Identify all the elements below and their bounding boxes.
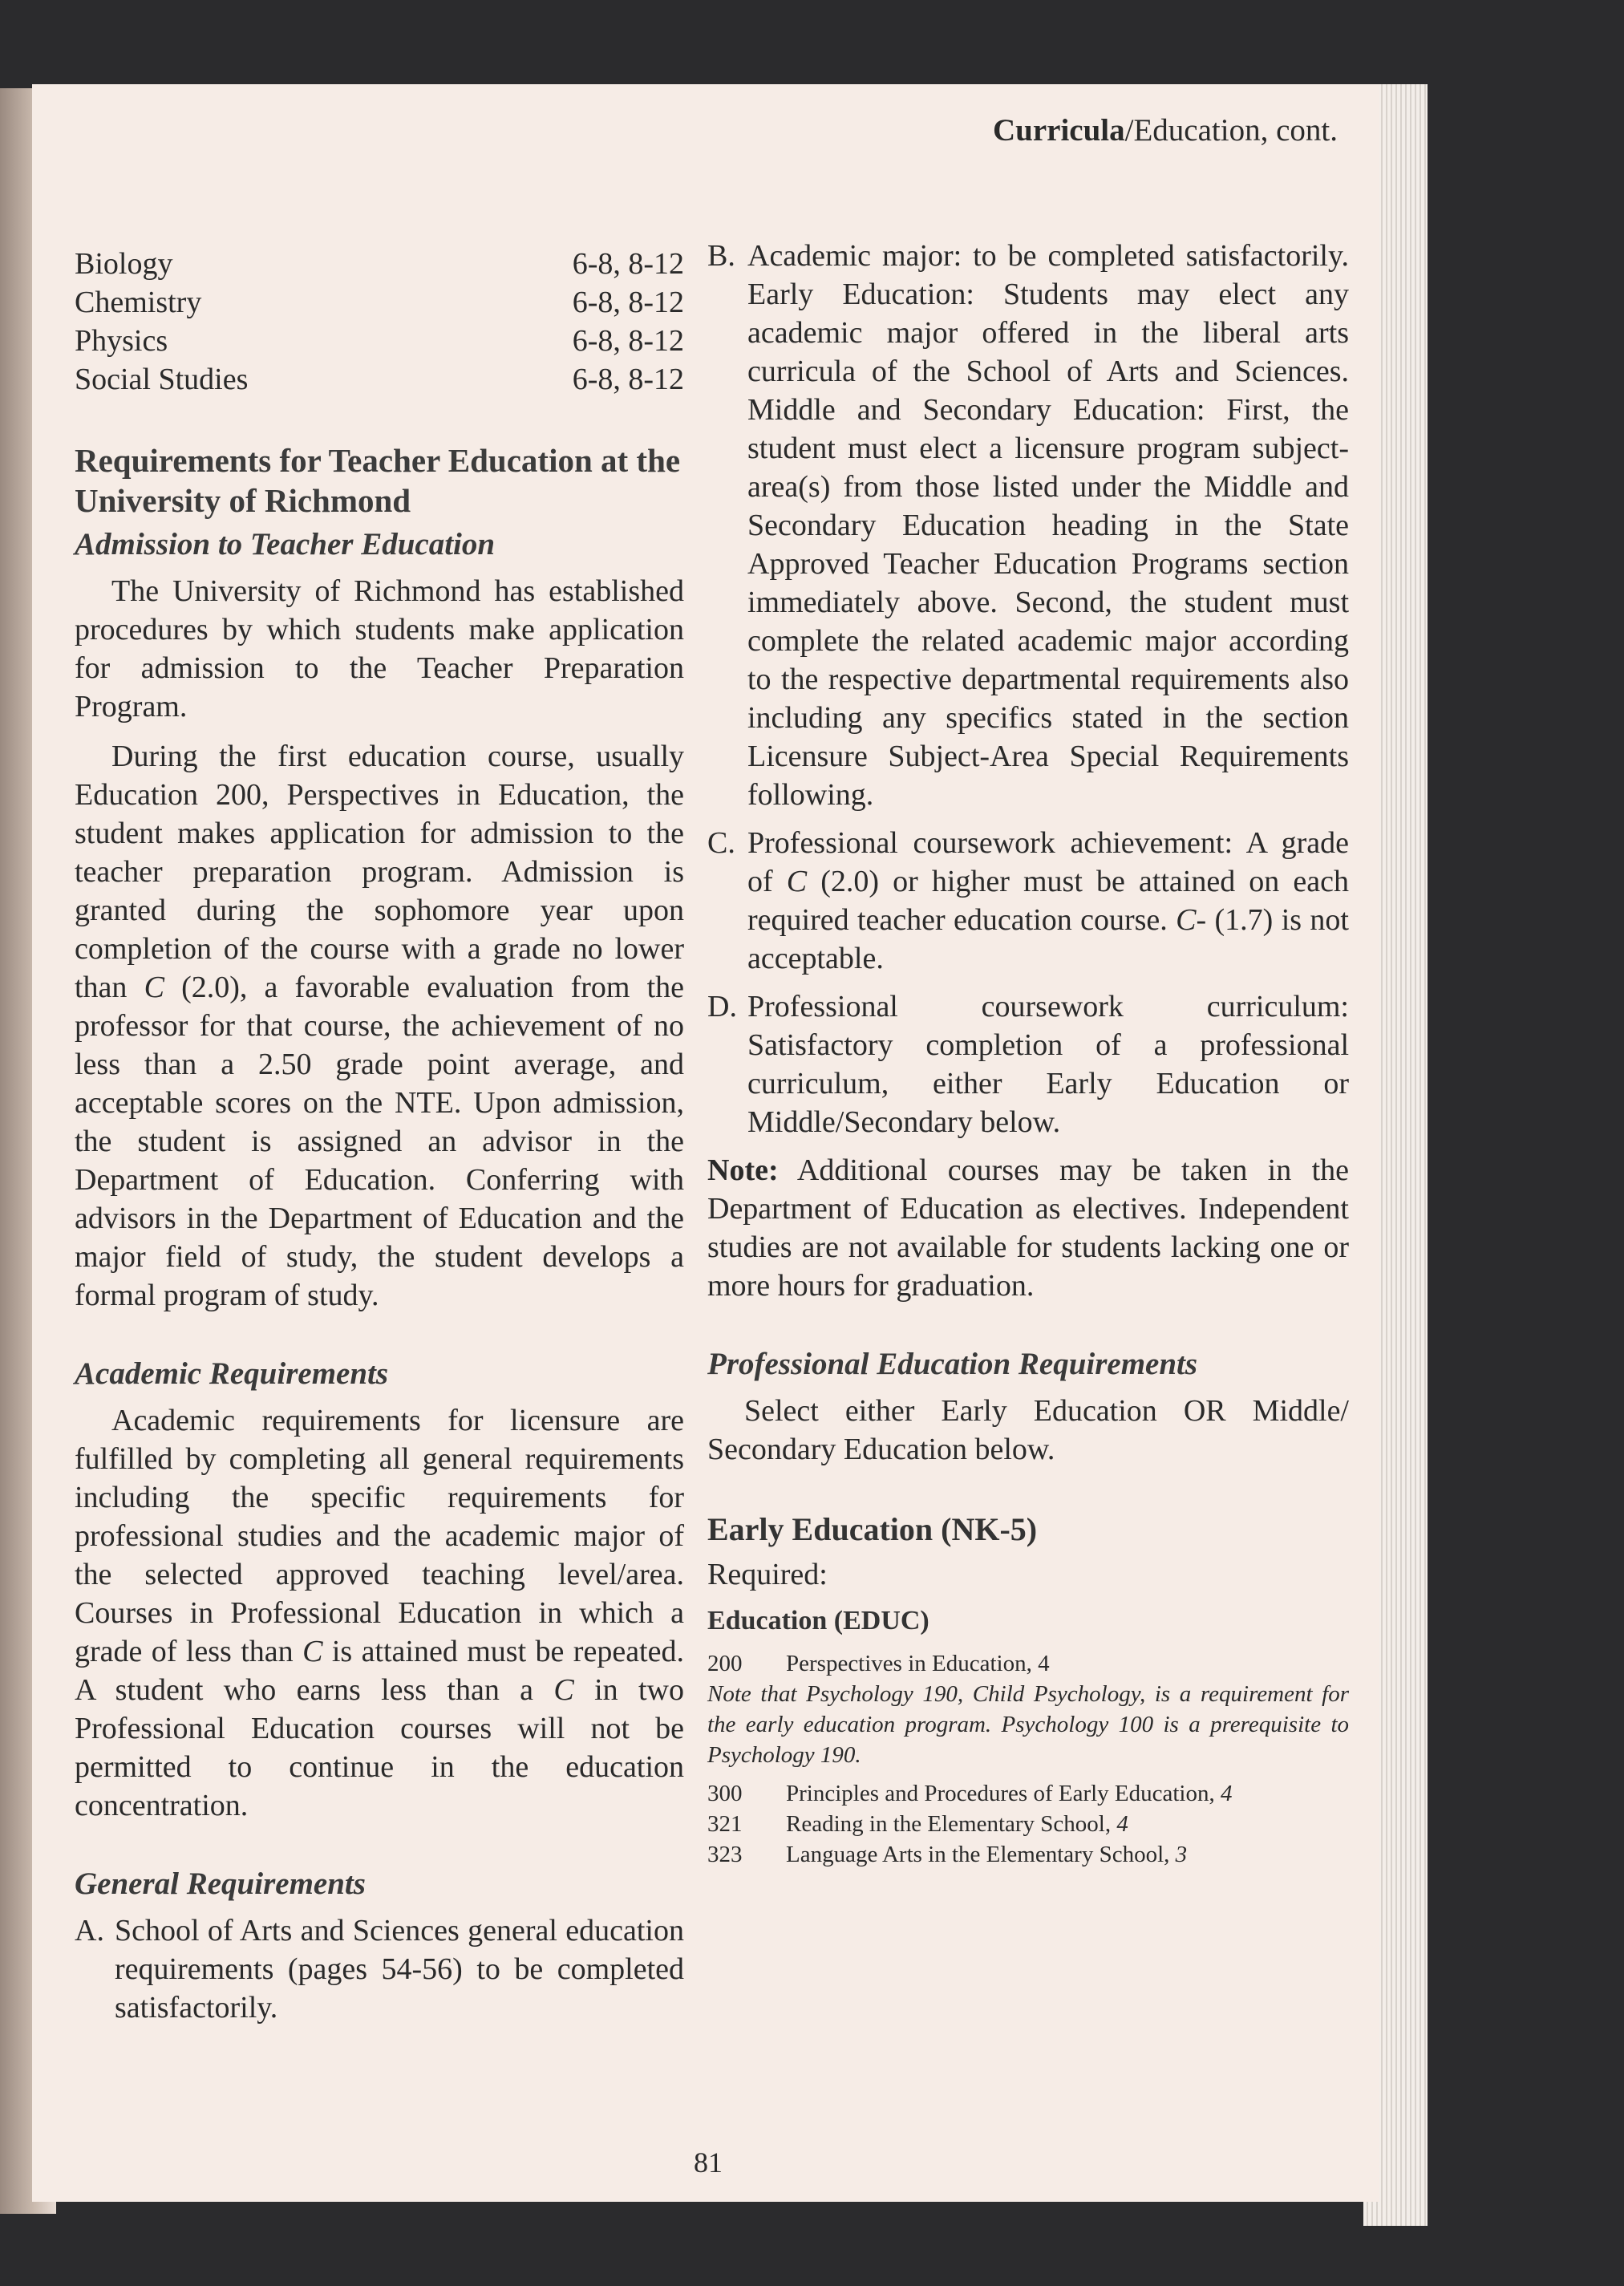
course-number: 200 (707, 1651, 743, 1676)
running-head-bold: Curricula (992, 113, 1125, 148)
requirement-a (75, 1911, 684, 2027)
list-text: Professional coursework curriculum: Satisfactory completion of a professional curriculum, either Early Education or Middle/Secondary below. (747, 990, 1349, 1139)
subject-levels: 6-8, 8-12 (572, 363, 684, 396)
subject-name: Chemistry (75, 286, 202, 319)
course-number: 321 (707, 1811, 743, 1837)
early-education-heading: Early Education (NK-5) (707, 1511, 1038, 1547)
list-text: Professional coursework achievement: A grade of C (2.0) or higher must be attained on each required teacher education course. C- (1.7) is not acceptable. (747, 826, 1349, 975)
book-page (32, 84, 1379, 2202)
note-paragraph: Note: Additional courses may be taken in the Department of Education as electives. Independent studies are not available for students lacking one or more hours for graduation. (707, 1153, 1349, 1303)
course-number: 323 (707, 1842, 743, 1867)
subject-name: Physics (75, 324, 168, 358)
course-number: 300 (707, 1781, 743, 1806)
course-title: Perspectives in Education, 4 (786, 1651, 1050, 1676)
course-note: Note that Psychology 190, Child Psychology, is a requirement for the early education program. Psychology 100 is a prerequisite to Psychology 190. (707, 1681, 1349, 1768)
left-column (75, 245, 684, 2037)
course-row (707, 1809, 1349, 1839)
subject-levels: 6-8, 8-12 (572, 247, 684, 281)
section-title: Requirements for Teacher Education at the University of Richmond (75, 442, 681, 519)
professional-paragraph: Select either Early Education OR Middle/ Secondary Education below. (707, 1394, 1349, 1466)
subject-row (75, 245, 684, 283)
list-text: School of Arts and Sciences general education requirements (pages 54-56) to be completed satisfactorily. (115, 1914, 684, 2025)
admission-paragraph-1: The University of Richmond has established procedures by which students make application for admission to the Teacher Preparation Program. (75, 574, 684, 723)
list-letter: D. (707, 990, 737, 1023)
course-title: Principles and Procedures of Early Education, 4 (786, 1781, 1233, 1806)
academic-paragraph: Academic requirements for licensure are fulfilled by completing all general requirements including the specific requirements for professional studies and the academic major of the selected approved teaching level/area. Courses in Professional Education in which a grade of less than C is attained must be repeated. A student who earns less than a C in two Professional Education courses will not be permitted to continue in the education concentration. (75, 1404, 685, 1822)
subject-levels: 6-8, 8-12 (572, 324, 684, 358)
admission-paragraph-2: During the first education course, usually Education 200, Perspectives in Education, the student makes application for admission to the teacher preparation program. Admission is granted during the sophomore year upon completion of the course with a grade no lower than C (2.0), a favorable evaluation from the professor for that course, the achievement of no less than a 2.50 grade point average, and acceptable scores on the NTE. Upon admission, the student is assigned an advisor in the Department of Education. Conferring with advisors in the Department of Education and the major field of study, the student develops a formal program of study. (75, 740, 684, 1312)
admission-heading: Admission to Teacher Education (75, 527, 496, 561)
requirement-d (707, 987, 1349, 1141)
right-column (707, 237, 1349, 1870)
subject-name: Social Studies (75, 363, 249, 396)
course-row (707, 1778, 1349, 1809)
course-row (707, 1648, 1349, 1679)
list-letter: A. (75, 1914, 104, 1948)
list-letter: B. (707, 239, 735, 273)
academic-heading: Academic Requirements (75, 1356, 389, 1391)
subject-levels: 6-8, 8-12 (572, 286, 684, 319)
page-number: 81 (694, 2146, 723, 2179)
course-title: Language Arts in the Elementary School, 3 (786, 1842, 1188, 1867)
course-row (707, 1839, 1349, 1870)
subject-row (75, 360, 684, 399)
department-heading: Education (EDUC) (707, 1606, 929, 1635)
list-letter: C. (707, 826, 735, 860)
subject-name: Biology (75, 247, 173, 281)
requirement-b (707, 237, 1349, 814)
running-head (993, 112, 1338, 148)
requirement-c (707, 824, 1349, 978)
required-label: Required: (707, 1558, 828, 1591)
subject-row (75, 322, 684, 360)
course-title: Reading in the Elementary School, 4 (786, 1811, 1128, 1837)
list-text: Academic major: to be completed satisfactorily. Early Education: Students may elect any academic major offered in the liberal arts curricula of the School of Arts and Sciences. Middle and Secondary Education: First, the student must elect a licensure program subject-area(s) from those listed under the Middle and Secondary Education heading in the State Approved Teacher Education Programs section immediately above. Second, the student must complete the related academic major according to the respective departmental requirements also including any specifics stated in the section Licensure Subject-Area Special Requirements following. (747, 239, 1349, 812)
professional-heading: Professional Education Requirements (707, 1347, 1198, 1381)
general-heading: General Requirements (75, 1866, 366, 1901)
note-label: Note: (707, 1153, 779, 1187)
subject-row (75, 283, 684, 322)
subject-list (75, 245, 684, 399)
running-head-rest: /Education, cont. (1124, 113, 1338, 148)
